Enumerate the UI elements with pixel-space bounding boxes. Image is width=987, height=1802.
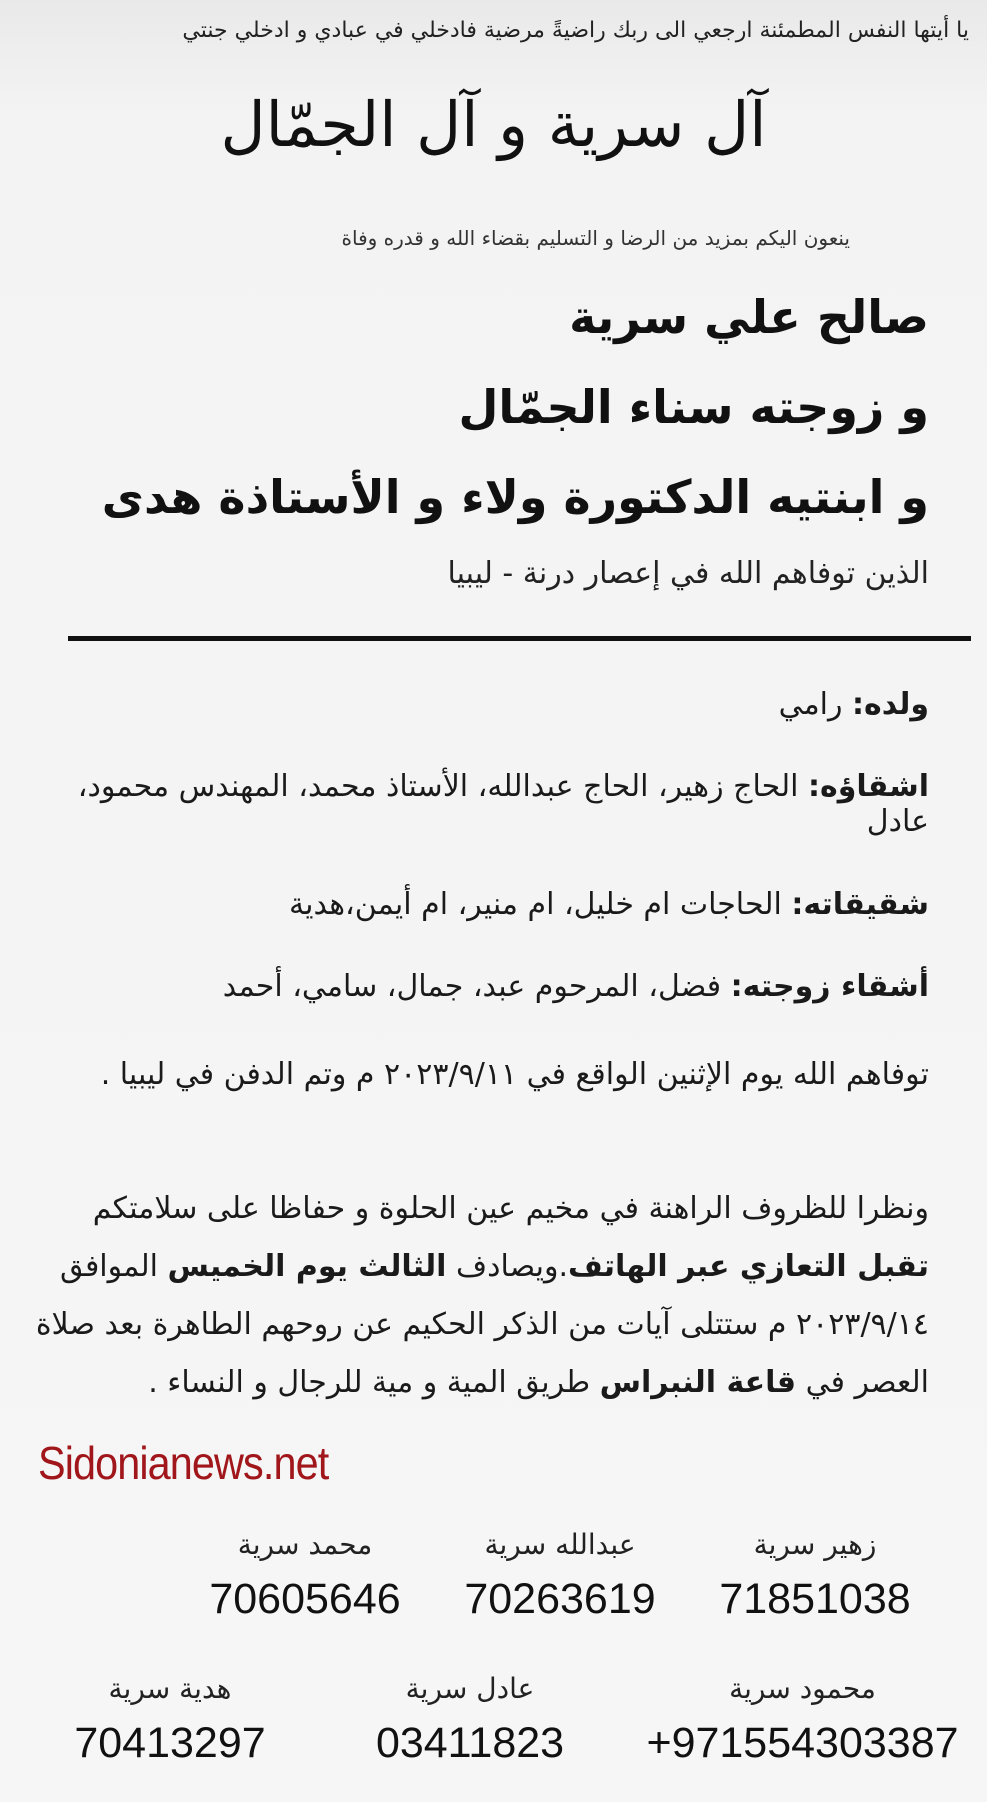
death-notice: توفاهم الله يوم الإثنين الواقع في ٢٠٢٣/٩/١١ م وتم الدفن في ليبيا . bbox=[100, 1057, 929, 1092]
deceased-name-2: و زوجته سناء الجمّال bbox=[458, 380, 929, 434]
contact-card bbox=[50, 1672, 290, 1768]
condolence-text-2: .ويصادف bbox=[456, 1249, 569, 1284]
sisters-label: شقيقاته: bbox=[791, 887, 929, 922]
contact-card bbox=[190, 1528, 420, 1624]
son-line bbox=[29, 688, 929, 723]
contact-name: عادل سرية bbox=[405, 1672, 535, 1705]
contact-phone[interactable]: +971554303387 bbox=[646, 1719, 959, 1767]
son-value: رامي bbox=[778, 687, 843, 722]
contact-card bbox=[700, 1528, 930, 1624]
wife-siblings-line bbox=[29, 970, 929, 1005]
announcement-intro: ينعون اليكم بمزيد من الرضا و التسليم بقضاء الله و قدره وفاة bbox=[341, 226, 850, 250]
site-watermark: Sidonianews.net bbox=[38, 1437, 329, 1489]
contact-phone[interactable]: 70605646 bbox=[209, 1575, 401, 1623]
condolence-paragraph bbox=[29, 1180, 929, 1412]
contact-name: هدية سرية bbox=[108, 1672, 232, 1705]
sisters-value: الحاجات ام خليل، ام منير، ام أيمن،هدية bbox=[289, 887, 782, 922]
condolence-text-1: ونظرا للظروف الراهنة في مخيم عين الحلوة و حفاظا على سلامتكم bbox=[92, 1191, 929, 1226]
death-place: الذين توفاهم الله في إعصار درنة - ليبيا bbox=[447, 556, 929, 591]
condolence-highlight-2: الثالث يوم الخميس bbox=[167, 1249, 447, 1284]
contact-phone[interactable]: 71851038 bbox=[719, 1575, 911, 1623]
section-divider bbox=[68, 636, 971, 641]
brothers-value: الحاج زهير، الحاج عبدالله، الأستاذ محمد، المهندس محمود، عادل bbox=[77, 769, 929, 839]
contact-card bbox=[630, 1672, 975, 1768]
contact-phone[interactable]: 70263619 bbox=[464, 1575, 656, 1623]
wife-siblings-label: أشقاء زوجته: bbox=[730, 969, 929, 1004]
contact-phone[interactable]: 03411823 bbox=[375, 1719, 565, 1767]
deceased-name-3: و ابنتيه الدكتورة ولاء و الأستاذة هدى bbox=[101, 470, 929, 524]
condolence-text-3: الموافق ٢٠٢٣/٩/١٤ م ستتلى آيات من الذكر الحكيم عن روحهم الطاهرة بعد صلاة العصر في bbox=[35, 1249, 929, 1400]
sisters-line bbox=[29, 888, 929, 923]
condolence-highlight-3: قاعة النبراس bbox=[599, 1365, 797, 1400]
contact-card bbox=[445, 1528, 675, 1624]
quran-verse: يا أيتها النفس المطمئنة ارجعي الى ربك راضيةً مرضية فادخلي في عبادي و ادخلي جنتي bbox=[182, 18, 969, 43]
contact-card bbox=[350, 1672, 590, 1768]
son-label: ولده: bbox=[852, 687, 929, 722]
contact-name: زهير سرية bbox=[753, 1528, 877, 1561]
condolence-text-4: طريق المية و مية للرجال و النساء . bbox=[148, 1365, 591, 1400]
contact-name: محمد سرية bbox=[237, 1528, 373, 1561]
contact-name: عبدالله سرية bbox=[484, 1528, 636, 1561]
contact-name: محمود سرية bbox=[729, 1672, 876, 1705]
contact-phone[interactable]: 70413297 bbox=[74, 1719, 266, 1767]
brothers-label: اشقاؤه: bbox=[808, 769, 929, 804]
wife-siblings-value: فضل، المرحوم عبد، جمال، سامي، أحمد bbox=[222, 969, 722, 1004]
deceased-name-1: صالح علي سرية bbox=[569, 290, 929, 344]
brothers-line bbox=[29, 770, 929, 839]
condolence-highlight-1: تقبل التعازي عبر الهاتف bbox=[568, 1249, 929, 1284]
family-names-heading: آل سرية و آل الجمّال bbox=[220, 88, 767, 161]
